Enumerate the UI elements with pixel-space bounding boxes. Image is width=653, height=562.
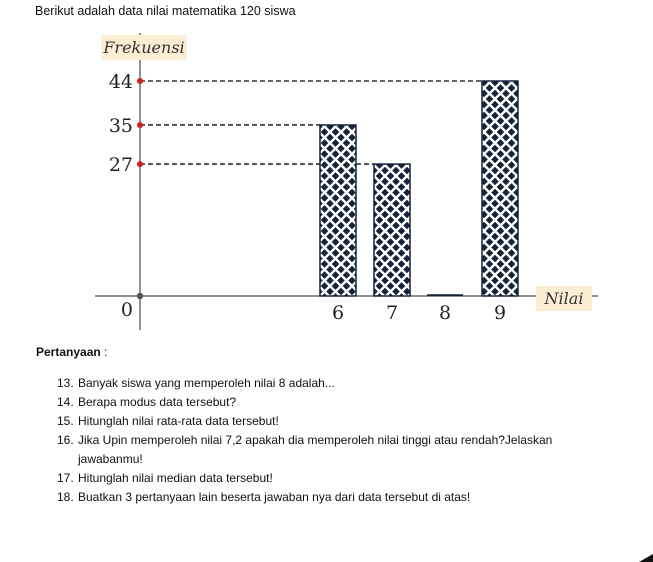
x-tick-label: 7 [385, 302, 399, 324]
question-list [57, 374, 617, 507]
y-tick-label: 44 [108, 71, 133, 93]
bar-6 [320, 125, 356, 296]
question-number: 17. [57, 471, 74, 485]
question-number: 16. [57, 433, 74, 447]
question-number: 13. [57, 376, 74, 390]
origin-point [137, 293, 143, 299]
question-number: 18. [57, 490, 74, 504]
y-axis-title: Frekuensi [103, 38, 185, 57]
origin-label: 0 [120, 299, 133, 321]
y-tick-marker [137, 161, 143, 167]
y-tick-label: 35 [108, 114, 133, 137]
intro-text: Berikut adalah data nilai matematika 120 siswa [35, 4, 296, 18]
x-tick-label: 9 [493, 302, 507, 324]
corner-mark [639, 554, 653, 562]
question-text: Buatkan 3 pertanyaan lain beserta jawaban nya dari data tersebut di atas! [78, 490, 471, 504]
y-tick-marker [137, 122, 143, 128]
question-item [57, 488, 617, 507]
y-tick-marker [137, 78, 143, 84]
bar-7 [374, 164, 410, 296]
question-item [57, 469, 617, 488]
question-item [57, 374, 617, 393]
question-text: Hitunglah nilai rata-rata data tersebut! [78, 414, 279, 428]
x-tick-label: 8 [438, 302, 452, 324]
question-number: 14. [57, 395, 74, 409]
question-number: 15. [57, 414, 74, 428]
question-item [57, 412, 617, 431]
bar-9 [482, 81, 518, 296]
question-item [57, 393, 617, 412]
question-text: Hitunglah nilai median data tersebut! [78, 471, 273, 485]
x-tick-label: 6 [331, 302, 345, 324]
questions-heading: Pertanyaan : [36, 345, 108, 359]
x-axis-title: Nilai [544, 289, 584, 308]
question-text: Berapa modus data tersebut? [78, 395, 237, 409]
question-text: Banyak siswa yang memperoleh nilai 8 adalah... [78, 376, 335, 390]
question-item [57, 431, 617, 469]
question-text: Jika Upin memperoleh nilai 7,2 apakah dia memperoleh nilai tinggi atau rendah?Jelaskan jawabanmu! [78, 433, 553, 466]
y-tick-label: 27 [108, 154, 133, 177]
